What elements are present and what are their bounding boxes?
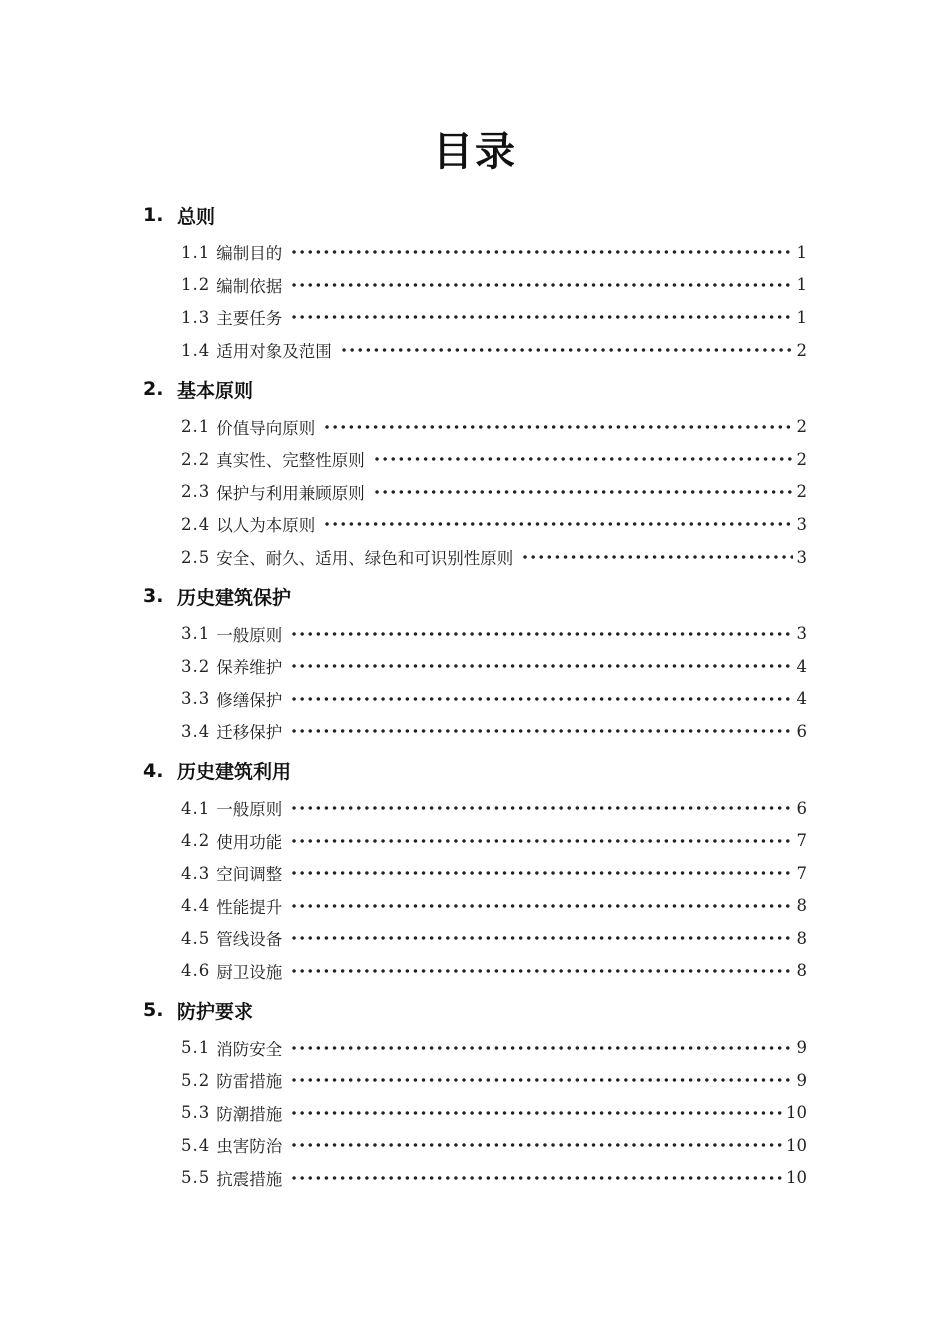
toc-entry-page-number: 10: [786, 1168, 807, 1188]
toc-entry-number: 2.5: [181, 547, 211, 567]
toc-entries: [143, 617, 807, 747]
toc-entry-title: 防雷措施: [216, 1072, 283, 1092]
toc-entry-page-number: 3: [796, 624, 807, 644]
dot-leader: [290, 663, 792, 669]
toc-entry-number: 4.6: [181, 961, 211, 981]
toc-entry-title: 厨卫设施: [216, 962, 283, 982]
toc-section: [143, 372, 807, 573]
toc-entry[interactable]: [143, 1064, 807, 1097]
toc-entry-number: 1.1: [181, 242, 211, 262]
dot-leader: [290, 1077, 792, 1083]
dot-leader: [290, 968, 792, 974]
toc-entry-number: 5.1: [181, 1038, 211, 1058]
toc-entry-page-number: 4: [796, 689, 807, 709]
toc-entry[interactable]: [143, 617, 807, 650]
toc-entries: [143, 236, 807, 366]
toc-entry-number: 2.1: [181, 417, 211, 437]
toc-entry[interactable]: [143, 334, 807, 367]
toc-section-title: 历史建筑保护: [177, 586, 292, 609]
toc-entry-page-number: 7: [796, 831, 807, 851]
toc-entry-title: 编制依据: [216, 276, 283, 296]
toc-entry-number: 4.4: [181, 896, 211, 916]
toc-entry[interactable]: [143, 269, 807, 302]
toc-entry-title: 真实性、完整性原则: [216, 451, 365, 471]
toc-entries: [143, 1031, 807, 1194]
toc-entry-number: 4.3: [181, 863, 211, 883]
toc-entry-title: 编制目的: [216, 244, 283, 264]
toc-entry-title: 保护与利用兼顾原则: [216, 483, 365, 503]
toc-entry[interactable]: [143, 1129, 807, 1162]
toc-entry-title: 一般原则: [216, 800, 283, 820]
dot-leader: [290, 696, 792, 702]
dot-leader: [323, 424, 792, 430]
dot-leader: [290, 1175, 782, 1181]
toc-section-heading[interactable]: [143, 993, 807, 1027]
page-title: 目录: [433, 129, 517, 175]
toc-entry-number: 5.2: [181, 1070, 211, 1090]
toc-section-heading[interactable]: [143, 372, 807, 406]
toc-entry-page-number: 9: [796, 1038, 807, 1058]
toc-entry-page-number: 8: [796, 961, 807, 981]
toc-entry-title: 性能提升: [216, 897, 283, 917]
dot-leader: [323, 521, 792, 527]
dot-leader: [290, 631, 792, 637]
toc-section-number: 3.: [143, 585, 164, 608]
toc-section: [143, 579, 807, 747]
toc-entry-page-number: 6: [796, 721, 807, 741]
toc-entry-number: 1.2: [181, 275, 211, 295]
toc-entry-page-number: 9: [796, 1070, 807, 1090]
toc-entry-number: 5.4: [181, 1135, 211, 1155]
toc-entry-page-number: 1: [796, 242, 807, 262]
dot-leader: [290, 870, 792, 876]
toc-entry-number: 2.4: [181, 514, 211, 534]
toc-entry-page-number: 1: [796, 275, 807, 295]
toc-entry-title: 迁移保护: [216, 723, 283, 743]
toc-entry[interactable]: [143, 476, 807, 509]
toc-entry-page-number: 10: [786, 1135, 807, 1155]
toc-entry-page-number: 6: [796, 798, 807, 818]
toc-section: [143, 754, 807, 988]
dot-leader: [340, 347, 793, 353]
dot-leader: [373, 489, 793, 495]
toc-entry[interactable]: [143, 715, 807, 748]
toc-entry-number: 3.2: [181, 656, 211, 676]
toc-entry[interactable]: [143, 824, 807, 857]
toc-entry-title: 价值导向原则: [216, 418, 316, 438]
toc-entry[interactable]: [143, 792, 807, 825]
toc-section-number: 4.: [143, 759, 164, 782]
dot-leader: [290, 1045, 792, 1051]
toc-entry-number: 5.3: [181, 1103, 211, 1123]
toc-entry-title: 修缮保护: [216, 690, 283, 710]
toc-entry-title: 安全、耐久、适用、绿色和可识别性原则: [216, 549, 514, 569]
toc-section-heading[interactable]: [143, 579, 807, 613]
toc-entry-number: 2.3: [181, 482, 211, 502]
dot-leader: [290, 805, 792, 811]
toc-entry-number: 2.2: [181, 449, 211, 469]
toc-entry[interactable]: [143, 683, 807, 716]
toc-entry-title: 空间调整: [216, 865, 283, 885]
toc-entries: [143, 792, 807, 988]
toc-entry-page-number: 7: [796, 863, 807, 883]
toc-entry-page-number: 3: [796, 514, 807, 534]
toc-entry[interactable]: [143, 857, 807, 890]
toc-section-title: 历史建筑利用: [177, 761, 292, 784]
toc-entry-page-number: 10: [786, 1103, 807, 1123]
toc-section-number: 5.: [143, 999, 164, 1022]
toc-entry-title: 适用对象及范围: [216, 342, 332, 362]
toc-entry[interactable]: [143, 236, 807, 269]
dot-leader: [290, 728, 792, 734]
toc-entry-number: 4.1: [181, 798, 211, 818]
toc-entry[interactable]: [143, 922, 807, 955]
toc-section-number: 1.: [143, 204, 164, 226]
toc-entry[interactable]: [143, 1031, 807, 1064]
toc-entry-page-number: 2: [796, 417, 807, 437]
toc-entries: [143, 410, 807, 573]
toc-entry-title: 管线设备: [216, 930, 283, 950]
toc-entry-title: 防潮措施: [216, 1104, 283, 1124]
toc-entry-number: 3.3: [181, 689, 211, 709]
toc-entry-page-number: 4: [796, 656, 807, 676]
toc-entry-title: 主要任务: [216, 309, 283, 329]
toc-entry-title: 抗震措施: [216, 1169, 283, 1189]
toc-entry[interactable]: [143, 1096, 807, 1129]
toc-entry-page-number: 2: [796, 449, 807, 469]
toc-entry-page-number: 8: [796, 928, 807, 948]
toc-entry-number: 1.4: [181, 340, 211, 360]
toc-entry-title: 使用功能: [216, 832, 283, 852]
toc-entry-page-number: 1: [796, 307, 807, 327]
dot-leader: [290, 249, 792, 255]
toc-section-title: 基本原则: [177, 379, 254, 402]
dot-leader: [290, 282, 792, 288]
toc-entry-title: 以人为本原则: [216, 516, 316, 536]
toc-entry-page-number: 3: [796, 547, 807, 567]
toc-entry[interactable]: [143, 508, 807, 541]
toc-section: [143, 993, 807, 1194]
toc-entry[interactable]: [143, 443, 807, 476]
toc-entry[interactable]: [143, 541, 807, 574]
toc-entry[interactable]: [143, 890, 807, 923]
toc-entry[interactable]: [143, 410, 807, 443]
toc-section-title: 防护要求: [177, 1000, 254, 1023]
table-of-contents: [143, 198, 807, 1194]
toc-entry-number: 3.1: [181, 624, 211, 644]
toc-entry-number: 4.2: [181, 831, 211, 851]
toc-entry-number: 3.4: [181, 721, 211, 741]
toc-entry-page-number: 2: [796, 340, 807, 360]
toc-entry-number: 5.5: [181, 1168, 211, 1188]
toc-entry-title: 消防安全: [216, 1039, 283, 1059]
toc-entry-page-number: 2: [796, 482, 807, 502]
dot-leader: [290, 838, 792, 844]
toc-entry-number: 4.5: [181, 928, 211, 948]
toc-entry[interactable]: [143, 650, 807, 683]
dot-leader: [521, 554, 792, 560]
toc-section-number: 2.: [143, 378, 164, 401]
dot-leader: [290, 903, 792, 909]
dot-leader: [290, 935, 792, 941]
toc-entry-title: 保养维护: [216, 658, 283, 678]
dot-leader: [290, 1142, 782, 1148]
toc-entry-number: 1.3: [181, 307, 211, 327]
toc-entry-title: 虫害防治: [216, 1137, 283, 1157]
toc-section-title: 总则: [177, 205, 216, 228]
toc-entry[interactable]: [143, 955, 807, 988]
toc-entry-page-number: 8: [796, 896, 807, 916]
toc-entry[interactable]: [143, 1162, 807, 1195]
dot-leader: [373, 456, 793, 462]
toc-section-heading[interactable]: [143, 198, 807, 232]
dot-leader: [290, 1110, 782, 1116]
toc-section-heading[interactable]: [143, 754, 807, 788]
toc-section: [143, 198, 807, 366]
toc-entry-title: 一般原则: [216, 625, 283, 645]
toc-entry[interactable]: [143, 301, 807, 334]
dot-leader: [290, 314, 792, 320]
